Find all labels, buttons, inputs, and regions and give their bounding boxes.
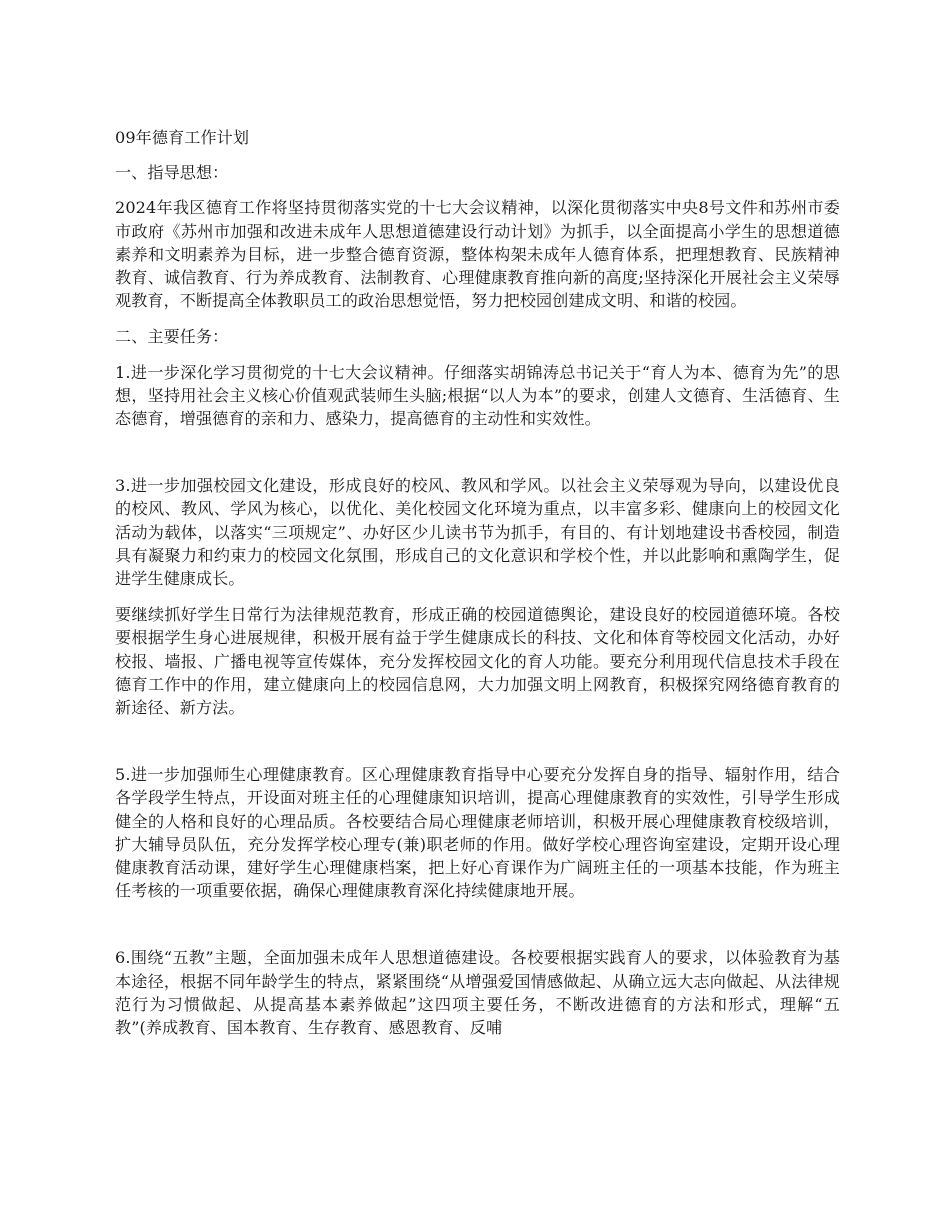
task-item-5: 5.进一步加强师生心理健康教育。区心理健康教育指导中心要充分发挥自身的指导、辐射作用，结合各学段学生特点，开设面对班主任的心理健康知识培训，提高心理健康教育的实效性，引导学生形成健全的人格和良好的心理品质。各校要结合局心理健康老师培训，积极开展心理健康教育校级培训，扩大辅导员队伍，充分发挥学校心理专(兼)职老师的作用。做好学校心理咨询室建设，定期开设心理健康教育活动课，建好学生心理健康档案，把上好心育课作为广阔班主任的一项基本技能，作为班主任考核的一项重要依据，确保心理健康教育深化持续健康地开展。 [115,765,840,901]
section-heading-guiding-thought: 一、指导思想： [115,163,229,183]
document-title: 09年德育工作计划 [115,128,250,147]
task-item-3: 3.进一步加强校园文化建设，形成良好的校风、教风和学风。以社会主义荣辱观为导向，以建设优良的校风、教风、学风为核心，以优化、美化校园文化环境为重点，以丰富多彩、健康向上的校园文化活动为载体，以落实“三项规定”、办好区少儿读书节为抓手，有目的、有计划地建设书香校园，制造具有凝聚力和约束力的校园文化氛围，形成自己的文化意识和学校个性，并以此影响和熏陶学生，促进学生健康成长。 [115,476,840,589]
task-item-1: 1.进一步深化学习贯彻党的十七大会议精神。仔细落实胡锦涛总书记关于“育人为本、德育为先”的思想，坚持用社会主义核心价值观武装师生头脑;根据“以人为本”的要求，创建人文德育、生活德育、生态德育，增强德育的亲和力、感染力，提高德育的主动性和实效性。 [115,362,840,429]
task-item-6: 6.围绕“五教”主题，全面加强未成年人思想道德建设。各校要根据实践育人的要求，以体验教育为基本途径，根据不同年龄学生的特点，紧紧围绕“从增强爱国情感做起、从确立远大志向做起、从法律规范行为习惯做起、从提高基本素养做起”这四项主要任务，不断改进德育的方法和形式，理解“五教”(养成教育、国本教育、生存教育、感恩教育、反哺 [115,948,840,1038]
task-item-3-continued: 要继续抓好学生日常行为法律规范教育，形成正确的校园道德舆论，建设良好的校园道德环境。各校要根据学生身心进展规律，积极开展有益于学生健康成长的科技、文化和体育等校园文化活动，办好校报、墙报、广播电视等宣传媒体，充分发挥校园文化的育人功能。要充分利用现代信息技术手段在德育工作中的作用，建立健康向上的校园信息网，大力加强文明上网教育，积极探究网络德育教育的新途径、新方法。 [115,605,840,718]
document-page [115,126,840,1039]
paragraph-guiding-thought: 2024年我区德育工作将坚持贯彻落实党的十七大会议精神，以深化贯彻落实中央8号文件和苏州市委市政府《苏州市加强和改进未成年人思想道德建设行动计划》为抓手，以全面提高小学生的思想道德素养和文明素养为目标，进一步整合德育资源，整体构架未成年人德育体系，把理想教育、民族精神教育、诚信教育、行为养成教育、法制教育、心理健康教育推向新的高度;坚持深化开展社会主义荣辱观教育，不断提高全体教职员工的政治思想觉悟，努力把校园创建成文明、和谐的校园。 [115,198,840,311]
section-heading-main-tasks: 二、主要任务： [115,327,229,347]
